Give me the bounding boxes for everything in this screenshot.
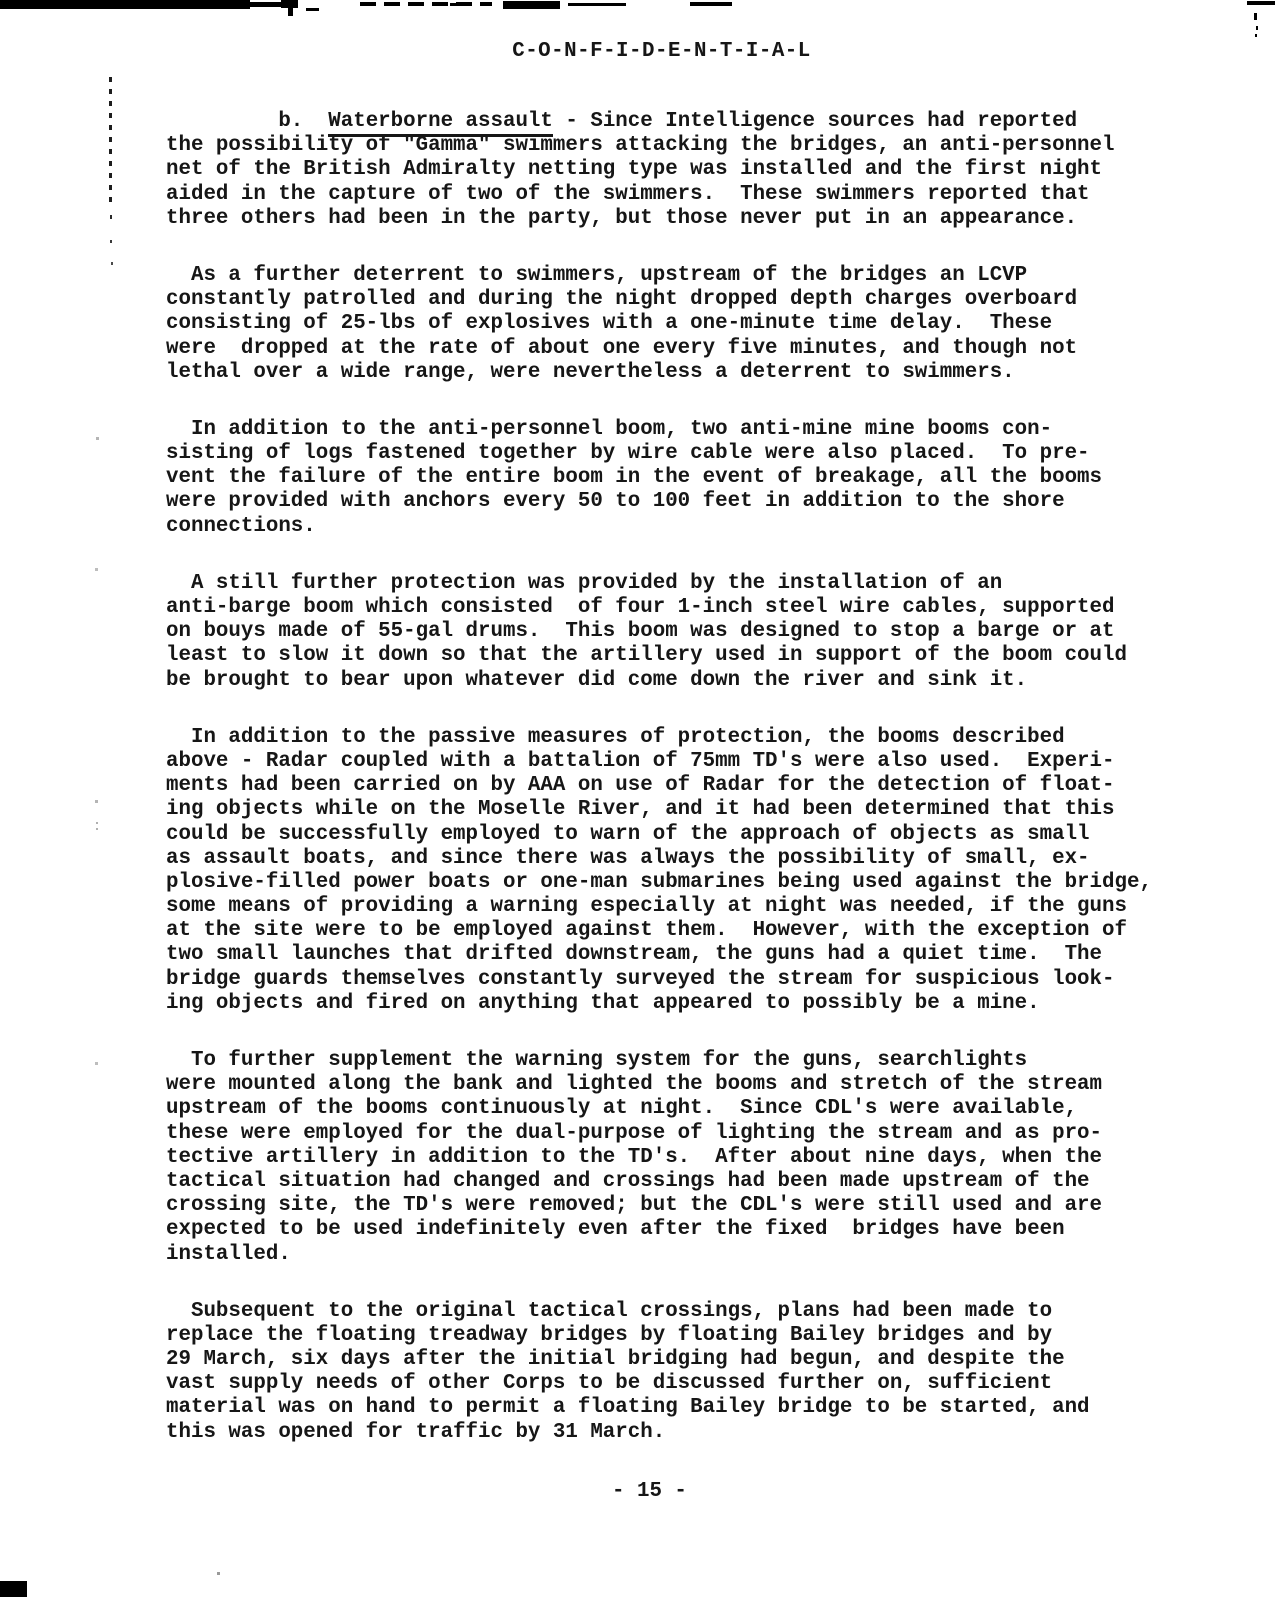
text-line: be brought to bear upon whatever did come down the river and sink it. [166, 668, 1028, 692]
text-line: ing objects while on the Moselle River, and it had been determined that this [166, 798, 1115, 822]
text-line: lethal over a wide range, were nevertheless a deterrent to swimmers. [166, 360, 1015, 384]
text-line: installed. [166, 1242, 291, 1266]
scan-artifact [110, 240, 112, 243]
text-line: were provided with anchors every 50 to 100 feet in addition to the shore [166, 490, 1065, 514]
scan-artifact [1256, 26, 1258, 30]
scan-artifact [1255, 34, 1257, 37]
scan-artifact [96, 828, 98, 830]
text-line: vent the failure of the entire boom in the event of breakage, all the booms [166, 466, 1103, 490]
text-line: In addition to the anti-personnel boom, two anti-mine mine booms con- [166, 417, 1053, 441]
paragraph [166, 1300, 1226, 1445]
text-line: constantly patrolled and during the night dropped depth charges overboard [166, 288, 1078, 312]
scan-artifact [1254, 13, 1257, 20]
text-line: tective artillery in addition to the TD's. After about nine days, when the [166, 1145, 1103, 1169]
scan-artifact [0, 1581, 27, 1597]
text-line: least to slow it down so that the artillery used in support of the boom could [166, 644, 1127, 668]
paragraph [166, 264, 1226, 385]
text-line: replace the floating treadway bridges by floating Bailey bridges and by [166, 1323, 1053, 1347]
text-line: could be successfully employed to warn of the approach of objects as small [166, 822, 1090, 846]
scan-artifact [109, 77, 112, 205]
text-line: bridge guards themselves constantly surveyed the stream for suspicious look- [166, 967, 1115, 991]
text-line: upstream of the booms continuously at night. Since CDL's were available, [166, 1097, 1078, 1121]
text-line: sisting of logs fastened together by wire cable were also placed. To pre- [166, 442, 1090, 466]
paragraph [166, 1049, 1226, 1267]
scan-artifact [360, 2, 492, 6]
text-line: As a further deterrent to swimmers, upstream of the bridges an LCVP [166, 263, 1028, 287]
text-line: tactical situation had changed and crossings had been made upstream of the [166, 1169, 1090, 1193]
scan-artifact [690, 2, 732, 6]
text-line: crossing site, the TD's were removed; but the CDL's were still used and are [166, 1194, 1103, 1218]
text-line: To further supplement the warning system for the guns, searchlights [166, 1049, 1028, 1072]
text-line: aided in the capture of two of the swimmers. These swimmers reported that [166, 182, 1090, 206]
text-line: at the site were to be employed against them. However, with the exception of [166, 919, 1127, 943]
scan-artifact [96, 822, 98, 824]
text-line: three others had been in the party, but those never put in an appearance. [166, 206, 1078, 230]
text-line: above - Radar coupled with a battalion of 75mm TD's were also used. Experi- [166, 749, 1115, 773]
scan-artifact [110, 215, 112, 219]
scan-artifact [568, 3, 626, 6]
scan-artifact [96, 437, 99, 440]
scan-artifact [450, 3, 469, 6]
scan-artifact [503, 1, 560, 9]
scan-artifact [217, 1572, 220, 1575]
scan-artifact [95, 568, 98, 571]
scan-artifact [1247, 1, 1275, 5]
scan-artifact [281, 0, 298, 8]
text-line: two small launches that drifted downstream, the guns had a quiet time. The [166, 943, 1103, 967]
page-number: - 15 - [612, 1480, 687, 1503]
text-line: connections. [166, 514, 316, 538]
text-line: these were employed for the dual-purpose of lighting the stream and as pro- [166, 1121, 1103, 1145]
text-line: Subsequent to the original tactical crossings, plans had been made to [166, 1299, 1053, 1323]
text-line: were dropped at the rate of about one every five minutes, and though not [166, 336, 1078, 360]
text-line: some means of providing a warning especially at night was needed, if the guns [166, 895, 1127, 919]
text-line: plosive-filled power boats or one-man submarines being used against the bridge, [166, 870, 1152, 894]
scan-artifact [95, 1062, 98, 1065]
text-line: vast supply needs of other Corps to be discussed further on, sufficient [166, 1372, 1053, 1396]
text-line: on bouys made of 55-gal drums. This boom was designed to stop a barge or at [166, 620, 1115, 644]
text-line: as assault boats, and since there was always the possibility of small, ex- [166, 846, 1090, 870]
scan-artifact [111, 262, 113, 265]
text-line: consisting of 25-lbs of explosives with a one-minute time delay. These [166, 312, 1053, 336]
text-line: b. Waterborne assault - Since Intelligence sources had reported [166, 110, 1226, 134]
text-line: were mounted along the bank and lighted the booms and stretch of the stream [166, 1073, 1103, 1097]
document-body [166, 110, 1226, 1478]
text-line: material was on hand to permit a floating Bailey bridge to be started, and [166, 1396, 1090, 1420]
text-line: anti-barge boom which consisted of four 1-inch steel wire cables, supported [166, 596, 1115, 619]
text-line: ments had been carried on by AAA on use of Radar for the detection of float- [166, 774, 1115, 798]
text-line: net of the British Admiralty netting type was installed and the first night [166, 158, 1103, 182]
text-line: A still further protection was provided by the installation of an [166, 571, 1003, 595]
paragraph [166, 418, 1226, 539]
scan-artifact [0, 0, 250, 9]
paragraph [166, 726, 1226, 1016]
scan-artifact [95, 800, 98, 803]
text-line: the possibility of "Gamma" swimmers attacking the bridges, an anti-personnel [166, 134, 1115, 158]
paragraph [166, 572, 1226, 693]
scan-artifact [306, 8, 319, 11]
text-line: 29 March, six days after the initial bridging had begun, and despite the [166, 1348, 1065, 1372]
underlined-heading: Waterborne assault [328, 110, 553, 137]
scan-artifact [288, 8, 293, 16]
text-line: this was opened for traffic by 31 March. [166, 1420, 666, 1444]
text-line: expected to be used indefinitely even after the fixed bridges have been [166, 1218, 1065, 1242]
text-line: In addition to the passive measures of protection, the booms described [166, 725, 1065, 749]
text-line: ing objects and fired on anything that appeared to possibly be a mine. [166, 991, 1040, 1015]
classification-header: C-O-N-F-I-D-E-N-T-I-A-L [512, 40, 811, 63]
paragraph [166, 110, 1226, 231]
